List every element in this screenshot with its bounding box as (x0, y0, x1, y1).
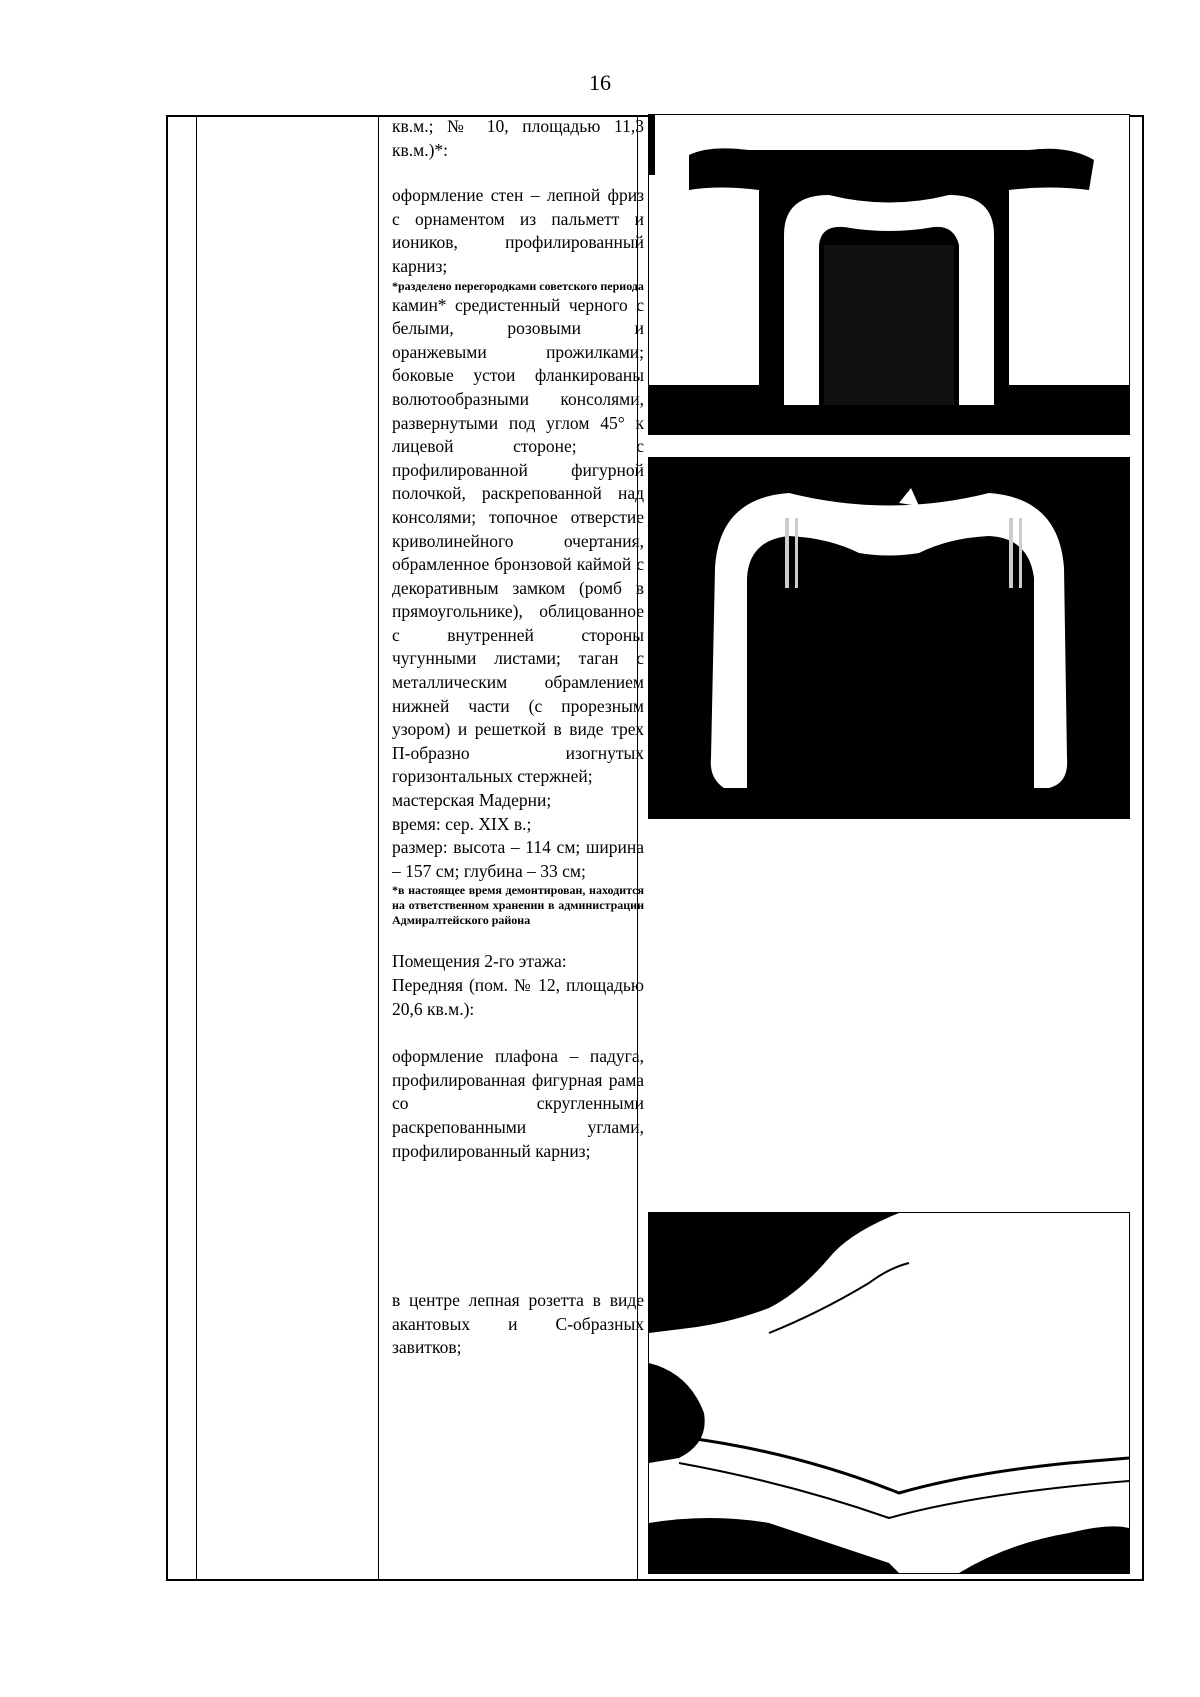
footnote-partitions: *разделено перегородками советского периода (392, 278, 644, 293)
floor-heading: Помещения 2-го этажа: (392, 951, 567, 972)
wall-decoration: оформление стен – лепной фриз с орнаментом из пальметт и иоников, профилированный карниз; (392, 185, 644, 276)
column-divider (196, 117, 197, 1579)
column-divider (378, 117, 379, 1579)
room-list-tail: кв.м.; № 10, площадью 11,3 кв.м.)*: (392, 116, 644, 160)
date: время: сер. XIX в.; (392, 813, 532, 834)
footnote-storage: *в настоящее время демонтирован, находится на ответственном хранении в администрации Адмиралтейского района (392, 883, 644, 928)
ceiling-decoration: оформление плафона – падуга, профилированная фигурная рама со скругленными раскрепованными углами, профилированный карниз; (392, 1046, 644, 1161)
fireplace-detail-photo (648, 457, 1130, 819)
fireplace-description: камин* средистенный черного с белыми, розовыми и оранжевыми прожилками; боковые устои фланкированы волютообразными консолями, развернутыми под углом 45° к лицевой стороне; с профилированной фигурной полочкой, раскрепованной над консолями; топочное отверстие криволинейного очертания, обрамленное бронзовой каймой с декоративным замком (ромб в прямоугольнике), облицованное с внутренней стороны чугунными листами; таган с металлическим обрамлением нижней части (с прорезным узором) и решеткой в виде трех П-образно изогнутых горизонтальных стержней; (392, 294, 644, 787)
description-column (392, 117, 644, 1360)
workshop: мастерская Мадерни; (392, 790, 552, 811)
ceiling-cornice-photo (648, 1212, 1130, 1574)
page-number: 16 (589, 70, 611, 95)
room-title: Передняя (пом. № 12, площадью 20,6 кв.м.): (392, 975, 644, 1019)
fireplace-photo (648, 114, 1130, 435)
dimensions: размер: высота – 114 см; ширина – 157 см; глубина – 33 см; (392, 837, 644, 881)
rosette-description: в центре лепная розетта в виде акантовых и С-образных завитков; (392, 1290, 644, 1358)
